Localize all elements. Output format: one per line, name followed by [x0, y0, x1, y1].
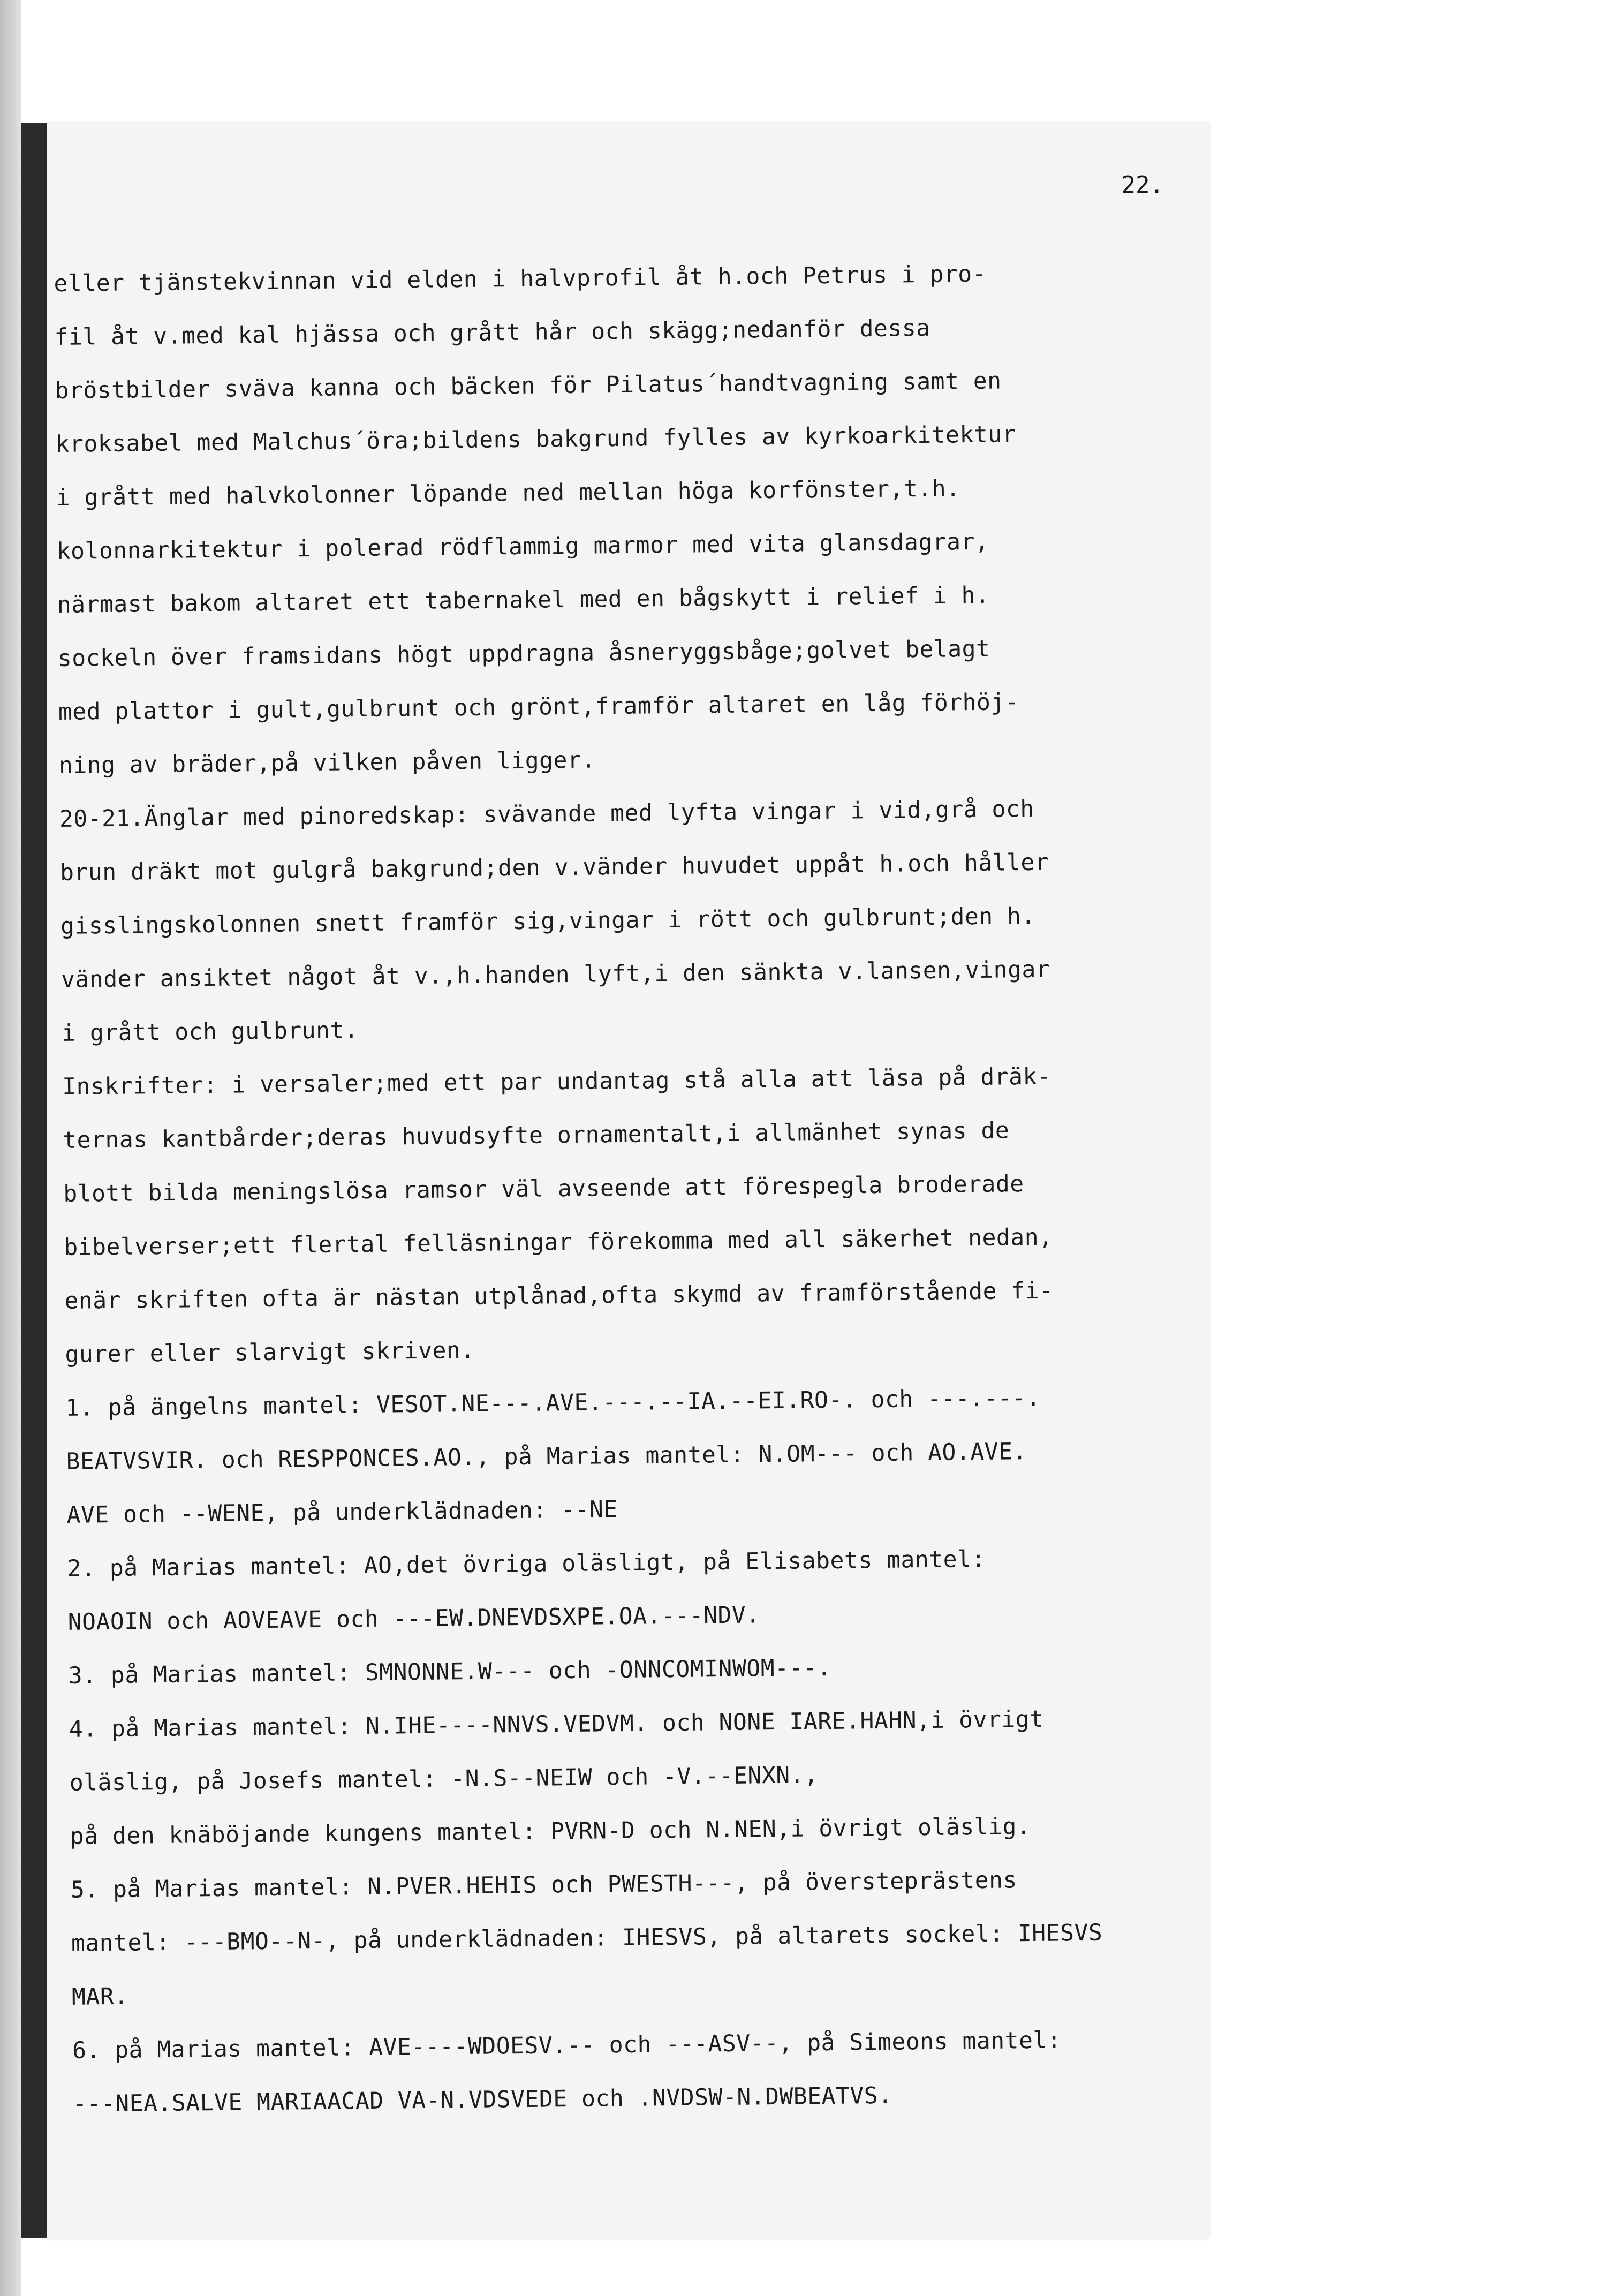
text-line: blott bilda meningslösa ramsor väl avseende att förespegla broderade	[63, 1170, 1024, 1207]
text-line: kolonnarkitektur i polerad rödflammig marmor med vita glansdagrar,	[56, 528, 989, 565]
text-line: eller tjänstekvinnan vid elden i halvprofil åt h.och Petrus i pro-	[54, 260, 987, 297]
text-line: 2. på Marias mantel: AO,det övriga oläsligt, på Elisabets mantel:	[67, 1545, 986, 1582]
text-line: i grått och gulbrunt.	[61, 1017, 359, 1047]
text-line: bibelverser;ett flertal felläsningar förekomma med all säkerhet nedan,	[64, 1223, 1053, 1261]
text-line: vänder ansiktet något åt v.,h.handen lyft,i den sänkta v.lansen,vingar	[60, 956, 1050, 993]
body-text	[54, 245, 1208, 2131]
text-line: gurer eller slarvigt skriven.	[65, 1336, 475, 1368]
text-line: enär skriften ofta är nästan utplånad,ofta skymd av framförstående fi-	[64, 1277, 1054, 1315]
text-line: AVE och --WENE, på underklädnaden: --NE	[66, 1496, 618, 1529]
text-line: i grått med halvkolonner löpande ned mellan höga korfönster,t.h.	[56, 475, 960, 511]
text-line: ternas kantbårder;deras huvudsyfte ornamentalt,i allmänhet synas de	[63, 1117, 1010, 1154]
text-line: bröstbilder sväva kanna och bäcken för Pilatus´handtvagning samt en	[55, 367, 1002, 404]
text-line: närmast bakom altaret ett tabernakel med en bågskytt i relief i h.	[57, 581, 990, 618]
text-line: Inskrifter: i versaler;med ett par undantag stå alla att läsa på dräk-	[62, 1063, 1051, 1100]
text-line: ---NEA.SALVE MARIAACAD VA-N.VDSVEDE och .NVDSW-N.DWBEATVS.	[72, 2082, 892, 2118]
text-line: MAR.	[71, 1983, 128, 2011]
book-binding	[0, 0, 21, 2296]
text-line: NOAOIN och AOVEAVE och ---EW.DNEVDSXPE.OA.---NDV.	[67, 1602, 760, 1636]
text-line: ning av bräder,på vilken påven ligger.	[58, 746, 596, 779]
text-line: fil åt v.med kal hjässa och grått hår och skägg;nedanför dessa	[54, 314, 930, 351]
text-line: brun dräkt mot gulgrå bakgrund;den v.vänder huvudet uppåt h.och håller	[59, 849, 1049, 886]
text-line: mantel: ---BMO--N-, på underklädnaden: IHESVS, på altarets sockel: IHESVS	[71, 1919, 1103, 1957]
text-line: kroksabel med Malchus´öra;bildens bakgrund fylles av kyrkoarkitektur	[55, 421, 1017, 458]
text-line: 20-21.Änglar med pinoredskap: svävande med lyfta vingar i vid,grå och	[59, 795, 1034, 833]
text-line: gisslingskolonnen snett framför sig,vingar i rött och gulbrunt;den h.	[60, 902, 1036, 940]
page-number: 22.	[1121, 171, 1164, 199]
document-page	[47, 123, 1209, 2238]
text-line: med plattor i gult,gulbrunt och grönt,framför altaret en låg förhöj-	[58, 689, 1019, 726]
text-line: 4. på Marias mantel: N.IHE----NNVS.VEDVM. och NONE IARE.HAHN,i övrigt	[69, 1705, 1044, 1743]
text-line: BEATVSVIR. och RESPPONCES.AO., på Marias mantel: N.OM--- och AO.AVE.	[66, 1438, 1027, 1475]
text-line: 1. på ängelns mantel: VESOT.NE---.AVE.---.--IA.--EI.RO-. och ---.---.	[65, 1384, 1041, 1422]
text-line: 6. på Marias mantel: AVE----WDOESV.-- och ---ASV--, på Simeons mantel:	[72, 2027, 1062, 2064]
text-line: 5. på Marias mantel: N.PVER.HEHIS och PWESTH---, på översteprästens	[70, 1867, 1018, 1904]
text-line: oläslig, på Josefs mantel: -N.S--NEIW och -V.--ENXN.,	[69, 1762, 819, 1796]
text-line: 3. på Marias mantel: SMNONNE.W--- och -ONNCOMINWOM---.	[68, 1654, 831, 1689]
text-line: sockeln över framsidans högt uppdragna åsneryggsbåge;golvet belagt	[57, 635, 990, 672]
text-line: på den knäböjande kungens mantel: PVRN-D och N.NEN,i övrigt oläslig.	[70, 1813, 1031, 1850]
